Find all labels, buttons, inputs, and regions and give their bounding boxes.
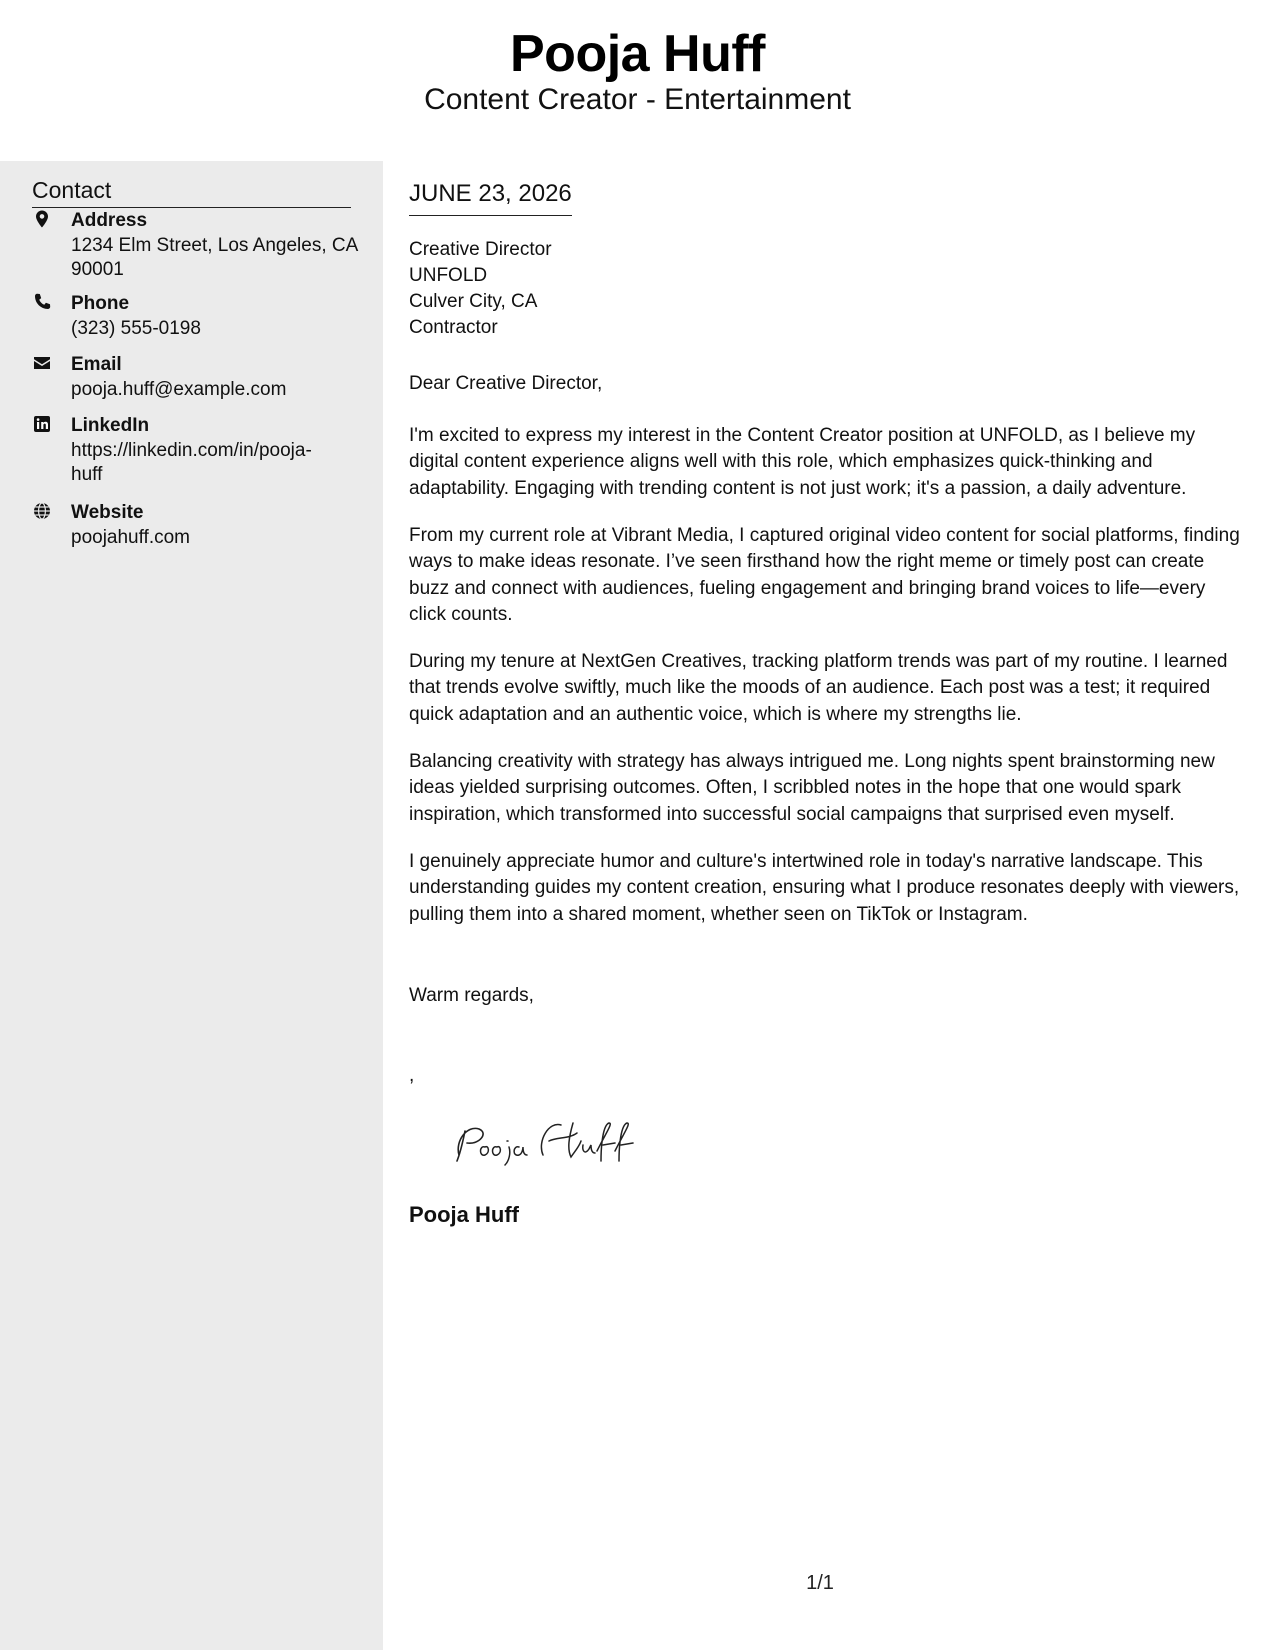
- contact-label: Website: [71, 502, 144, 523]
- paragraph: During my tenure at NextGen Creatives, tracking platform trends was part of my routine. I learned that trends evolve swiftly, much like the moods of an audience. Each post was a test; it required quick adaptation and an authentic voice, which is where my strengths lie.: [409, 651, 1228, 725]
- website-value[interactable]: poojahuff.com: [71, 527, 191, 548]
- envelope-icon: [32, 353, 54, 375]
- closing: Warm regards,: [409, 985, 534, 1006]
- contact-label: Phone: [71, 293, 130, 314]
- phone-icon: [32, 292, 54, 314]
- handwritten-signature: [445, 1111, 645, 1167]
- paragraph: Balancing creativity with strategy has always intrigued me. Long nights spent brainstorming new ideas yielded surprising outcomes. Often, I scribbled notes in the hope that one would spark inspiration, which transformed into successful social campaigns that surprised even myself.: [409, 751, 1215, 825]
- recipient-title: Creative Director: [409, 239, 552, 260]
- contact-section-title: Contact: [32, 175, 351, 208]
- contact-sidebar: [0, 161, 383, 1650]
- email-value: pooja.huff@example.com: [71, 379, 287, 400]
- page-number: 1/1: [806, 1572, 834, 1594]
- paragraph: I'm excited to express my interest in the Content Creator position at UNFOLD, as I believe my digital content experience aligns well with this role, which emphasizes quick-thinking and adaptability. Engaging with trending content is not just work; it's a passion, a daily adventure.: [409, 425, 1196, 499]
- contact-label: Email: [71, 354, 122, 375]
- signer-name: Pooja Huff: [409, 1202, 519, 1227]
- linkedin-icon: [32, 414, 54, 436]
- map-pin-icon: [32, 209, 54, 231]
- recipient-type: Contractor: [409, 317, 498, 338]
- paragraph: I genuinely appreciate humor and culture's intertwined role in today's narrative landscape. This understanding guides my content creation, ensuring what I produce resonates deeply with viewers, pulling them into a shared moment, whether seen on TikTok or Instagram.: [409, 851, 1240, 925]
- contact-label: LinkedIn: [71, 415, 150, 436]
- phone-value: (323) 555-0198: [71, 318, 201, 339]
- salutation: Dear Creative Director,: [409, 373, 603, 394]
- applicant-title: Content Creator - Entertainment: [424, 83, 851, 116]
- recipient-company: UNFOLD: [409, 265, 488, 286]
- linkedin-value[interactable]: https://linkedin.com/in/pooja-huff: [71, 440, 312, 485]
- closing-comma: ,: [409, 1065, 415, 1086]
- applicant-name: Pooja Huff: [510, 25, 765, 83]
- paragraph: From my current role at Vibrant Media, I captured original video content for social platforms, finding ways to make ideas resonate. I’ve seen firsthand how the right meme or timely post can create buzz and connect with audiences, fueling engagement and bringing brand voices to life—every click counts.: [409, 525, 1240, 626]
- contact-label: Address: [71, 210, 148, 231]
- recipient-location: Culver City, CA: [409, 291, 538, 312]
- letter-date: JUNE 23, 2026: [409, 179, 572, 216]
- recipient-block: [409, 237, 552, 341]
- globe-icon: [32, 501, 54, 523]
- address-value: 1234 Elm Street, Los Angeles, CA 90001: [71, 235, 358, 280]
- letter-header: [0, 0, 1275, 161]
